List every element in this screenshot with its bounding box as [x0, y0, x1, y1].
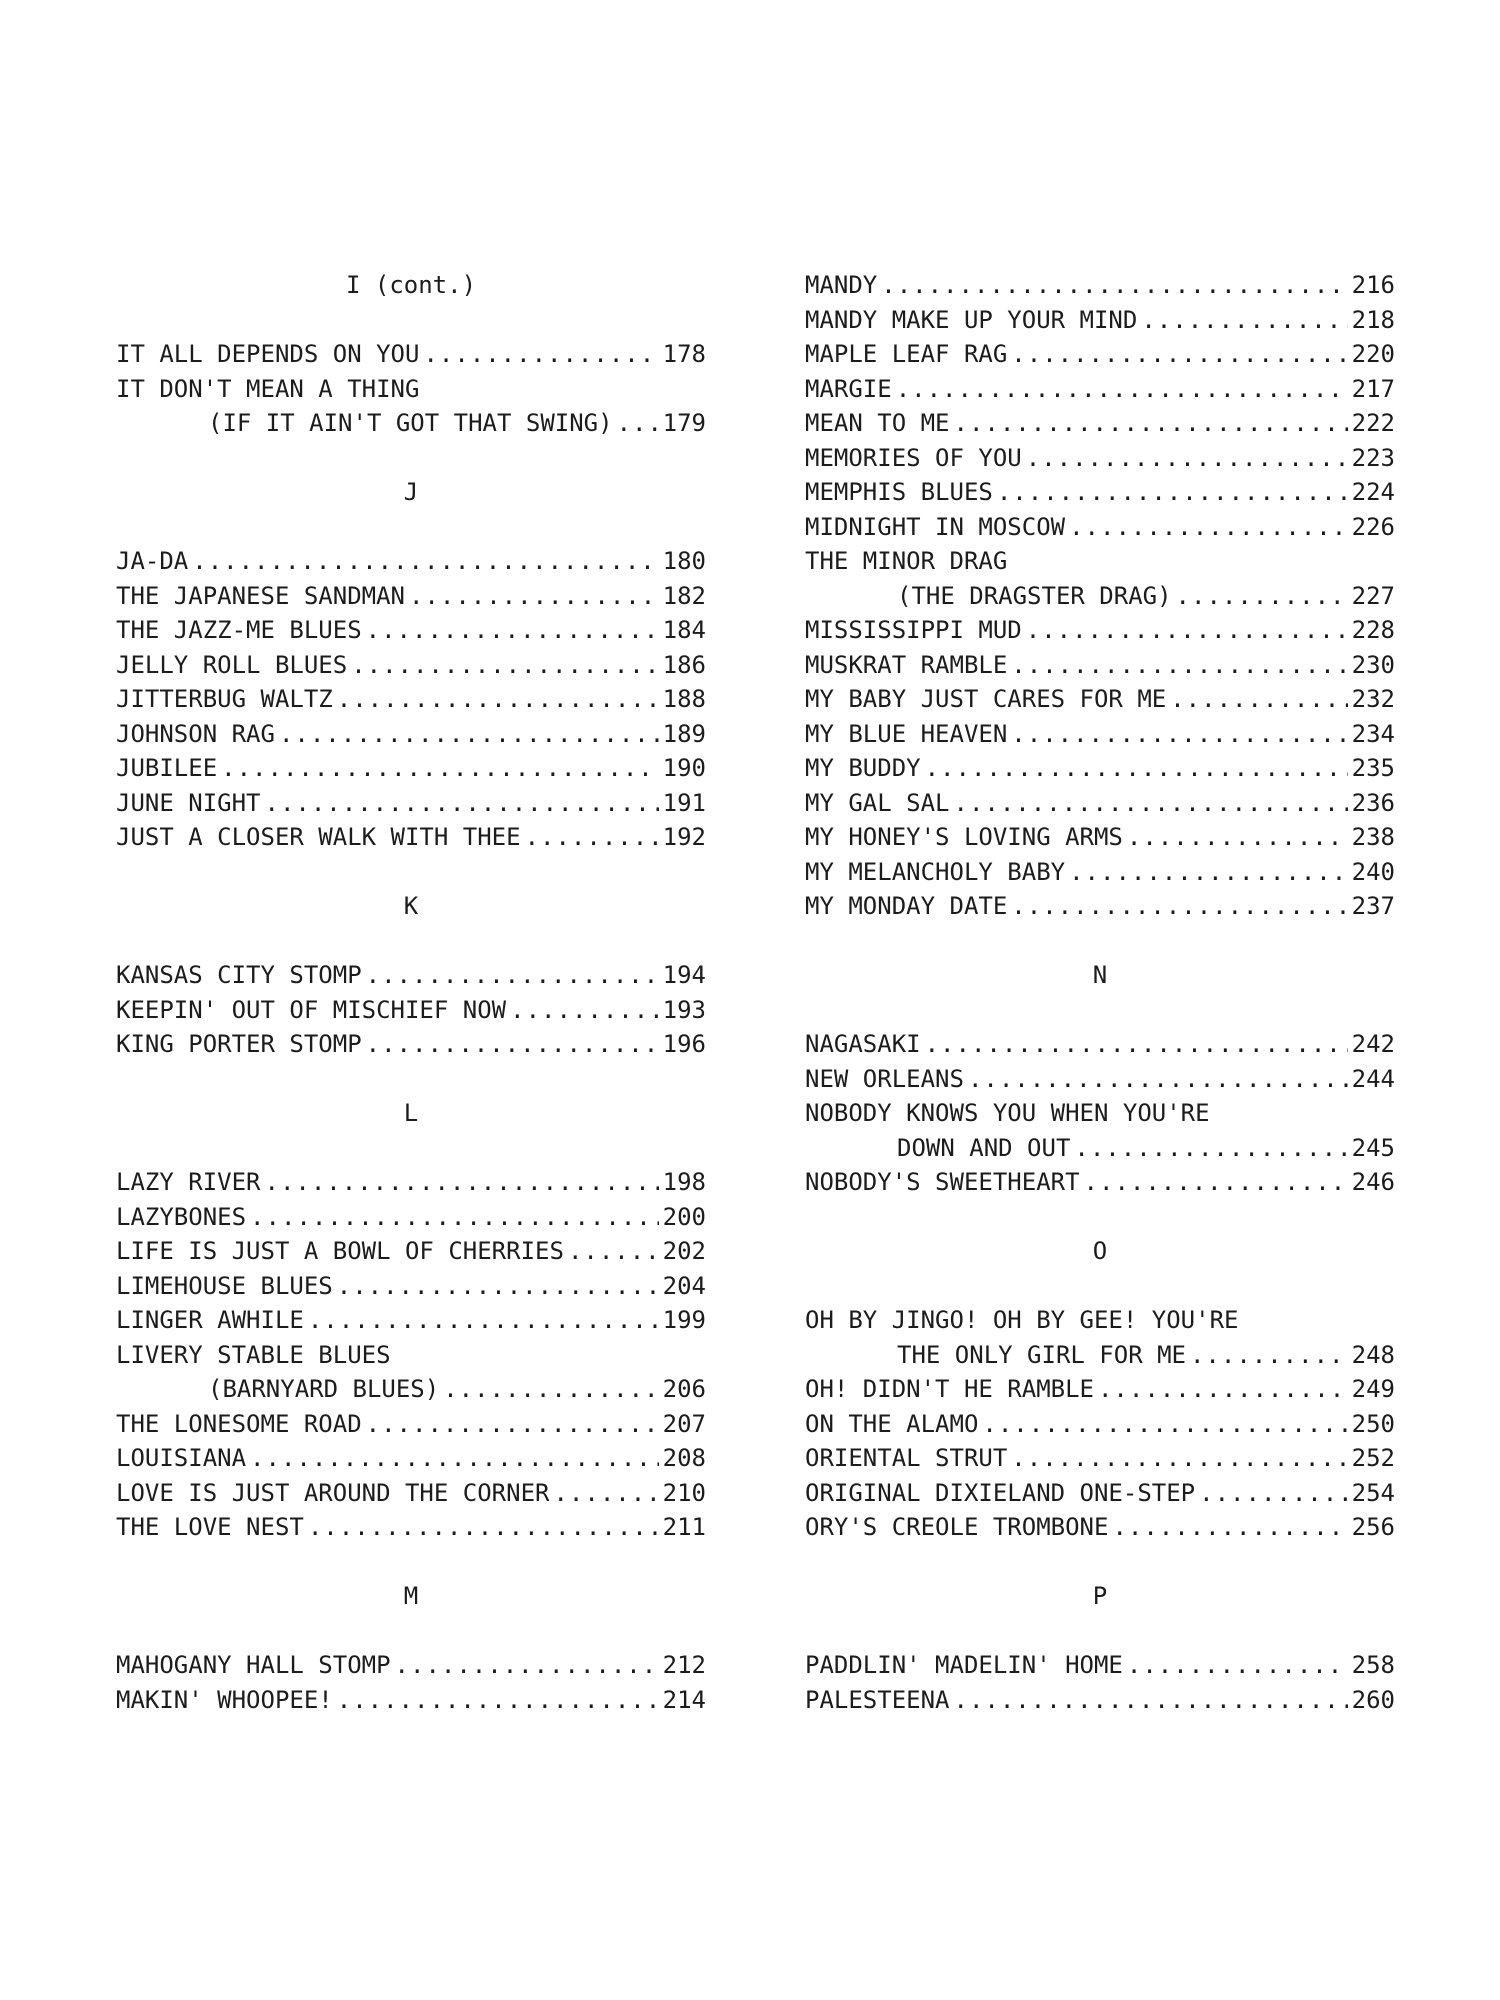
index-entry [116, 1407, 706, 1442]
entry-title: LOVE IS JUST AROUND THE CORNER [116, 1478, 550, 1507]
entry-title: LINGER AWHILE [116, 1306, 304, 1334]
page-number: 180 [662, 547, 706, 575]
spacer [116, 855, 706, 890]
page-number: 217 [1351, 374, 1395, 403]
entry-title: MANDY [805, 271, 878, 299]
dot-leader [366, 958, 659, 993]
index-entry [805, 510, 1395, 545]
page-number: 228 [1351, 616, 1395, 644]
page-number: 245 [1351, 1133, 1395, 1162]
index-entry [116, 1200, 706, 1235]
page-number: 242 [1351, 1030, 1395, 1058]
page-number: 249 [1351, 1375, 1395, 1403]
spacer [116, 1131, 706, 1166]
page-number: 223 [1351, 443, 1395, 472]
dot-leader [395, 1648, 659, 1683]
entry-title: MY GAL SAL [805, 788, 950, 817]
page-number: 210 [662, 1478, 706, 1507]
entry-title: JITTERBUG WALTZ [116, 685, 333, 713]
index-entry [805, 648, 1395, 683]
index-entry [805, 717, 1395, 752]
index-entry [116, 544, 706, 579]
entry-title: THE ONLY GIRL FOR ME [897, 1340, 1186, 1369]
dot-leader [925, 751, 1348, 786]
index-entry [805, 751, 1395, 786]
index-entry [805, 1441, 1395, 1476]
page-number: 236 [1351, 788, 1395, 817]
entry-title: ORY'S CREOLE TROMBONE [805, 1513, 1109, 1541]
page-number: 246 [1351, 1168, 1395, 1196]
entry-title: MAKIN' WHOOPEE! [116, 1685, 333, 1714]
spacer [116, 303, 706, 338]
index-entry [805, 441, 1395, 476]
page-number: 256 [1351, 1513, 1395, 1541]
page-number: 199 [662, 1306, 706, 1334]
entry-title: ON THE ALAMO [805, 1409, 979, 1438]
index-entry [805, 1407, 1395, 1442]
entry-title: MEMPHIS BLUES [805, 478, 993, 506]
entry-title: ORIENTAL STRUT [805, 1444, 1008, 1472]
dot-leader [1127, 820, 1348, 855]
index-entry [116, 337, 706, 372]
index-entry [805, 1683, 1395, 1718]
page-number: 218 [1351, 305, 1395, 334]
index-entry [805, 613, 1395, 648]
left-column [116, 268, 706, 1717]
letter-heading: M [403, 1582, 419, 1610]
index-entry [805, 1165, 1395, 1200]
index-entry [116, 1303, 706, 1338]
dot-leader [265, 786, 659, 821]
index-entry [805, 544, 1395, 579]
index-entry [116, 958, 706, 993]
page-number: 214 [662, 1685, 706, 1714]
index-entry [116, 1027, 706, 1062]
section-heading: I (cont.) [345, 271, 477, 299]
entry-title: DOWN AND OUT [897, 1133, 1071, 1162]
page-number: 240 [1351, 857, 1395, 886]
dot-leader [954, 1683, 1348, 1718]
page-number: 227 [1351, 581, 1395, 610]
spacer [805, 993, 1395, 1028]
index-entry [116, 1510, 706, 1545]
index-entry-continuation [116, 1372, 706, 1407]
dot-leader [1084, 1165, 1348, 1200]
index-entry [805, 1510, 1395, 1545]
index-entry [805, 1062, 1395, 1097]
page-number: 186 [662, 650, 706, 679]
entry-title: KEEPIN' OUT OF MISCHIEF NOW [116, 995, 507, 1024]
dot-leader [250, 1441, 659, 1476]
entry-title: THE LOVE NEST [116, 1513, 304, 1541]
spacer [116, 1545, 706, 1580]
index-entry [805, 889, 1395, 924]
spacer [116, 924, 706, 959]
entry-title: LAZY RIVER [116, 1168, 261, 1196]
letter-heading: N [1092, 961, 1108, 989]
dot-leader [250, 1200, 659, 1235]
dot-leader [1026, 441, 1348, 476]
index-entry [116, 717, 706, 752]
dot-leader [568, 1234, 659, 1269]
entry-title: NOBODY KNOWS YOU WHEN YOU'RE [805, 1099, 1210, 1127]
dot-leader [1098, 1372, 1348, 1407]
entry-title: JA-DA [116, 547, 189, 575]
entry-title: NEW ORLEANS [805, 1064, 964, 1093]
entry-title: PALESTEENA [805, 1685, 950, 1714]
index-entry [805, 303, 1395, 338]
dot-leader [337, 682, 659, 717]
entry-title: JOHNSON RAG [116, 719, 275, 748]
index-entry [805, 1372, 1395, 1407]
index-entry [116, 372, 706, 407]
dot-leader [351, 648, 658, 683]
index-entry [805, 406, 1395, 441]
index-entry [116, 648, 706, 683]
dot-leader [1170, 682, 1347, 717]
entry-title: KING PORTER STOMP [116, 1030, 362, 1058]
page-number: 237 [1351, 892, 1395, 920]
page-number: 193 [662, 995, 706, 1024]
index-entry [116, 579, 706, 614]
dot-leader [366, 613, 659, 648]
entry-title: MY MONDAY DATE [805, 892, 1008, 920]
dot-leader [1176, 579, 1348, 614]
dot-leader [423, 337, 658, 372]
dot-leader [1074, 1131, 1347, 1166]
page-number: 230 [1351, 650, 1395, 679]
spacer [116, 510, 706, 545]
dot-leader [1069, 510, 1348, 545]
entry-title: JELLY ROLL BLUES [116, 650, 348, 679]
entry-title: PADDLIN' MADELIN' HOME [805, 1651, 1123, 1679]
dot-leader [1026, 613, 1348, 648]
entry-title: MARGIE [805, 374, 892, 403]
index-entry [805, 1648, 1395, 1683]
page-number: 198 [662, 1168, 706, 1196]
page-number: 244 [1351, 1064, 1395, 1093]
index-entry-continuation [805, 1131, 1395, 1166]
spacer [805, 1200, 1395, 1235]
entry-title: NAGASAKI [805, 1030, 921, 1058]
index-entry [116, 1165, 706, 1200]
entry-title: MISSISSIPPI MUD [805, 616, 1022, 644]
dot-leader [925, 1027, 1348, 1062]
entry-title: MIDNIGHT IN MOSCOW [805, 512, 1066, 541]
spacer [805, 1269, 1395, 1304]
index-entry [116, 786, 706, 821]
index-entry [116, 751, 706, 786]
entry-title: MY HONEY'S LOVING ARMS [805, 823, 1123, 851]
letter-heading: P [1092, 1582, 1108, 1610]
entry-title: LIVERY STABLE BLUES [116, 1340, 391, 1369]
index-entry [116, 1441, 706, 1476]
dot-leader [443, 1372, 658, 1407]
index-entry [805, 820, 1395, 855]
entry-title: LIFE IS JUST A BOWL OF CHERRIES [116, 1237, 564, 1265]
page-number: 254 [1351, 1478, 1395, 1507]
entry-title: LOUISIANA [116, 1444, 247, 1472]
entry-title: JUNE NIGHT [116, 788, 261, 817]
spacer [116, 441, 706, 476]
entry-title: MAPLE LEAF RAG [805, 340, 1008, 368]
index-entry-continuation [116, 406, 706, 441]
entry-title: MANDY MAKE UP YOUR MIND [805, 305, 1138, 334]
entry-title: KANSAS CITY STOMP [116, 961, 362, 989]
page-number: 258 [1351, 1651, 1395, 1679]
entry-title: MUSKRAT RAMBLE [805, 650, 1008, 679]
page-number: 188 [662, 685, 706, 713]
spacer [116, 1614, 706, 1649]
index-entry [116, 613, 706, 648]
page-number: 196 [662, 1030, 706, 1058]
page-number: 248 [1351, 1340, 1395, 1369]
index-entry-continuation [805, 1338, 1395, 1373]
entry-title: MEMORIES OF YOU [805, 443, 1022, 472]
dot-leader [308, 1303, 659, 1338]
spacer [805, 924, 1395, 959]
page-number: 202 [662, 1237, 706, 1265]
dot-leader [279, 717, 659, 752]
dot-leader [1069, 855, 1348, 890]
page-number: 211 [662, 1513, 706, 1541]
dot-leader [997, 475, 1348, 510]
page-number: 260 [1351, 1685, 1395, 1714]
index-entry [805, 372, 1395, 407]
page-number: 194 [662, 961, 706, 989]
entry-title: MAHOGANY HALL STOMP [116, 1651, 391, 1679]
page-number: 182 [662, 581, 706, 610]
index-entry [116, 1683, 706, 1718]
right-column [805, 268, 1395, 1717]
dot-leader [337, 1269, 659, 1304]
dot-leader [221, 751, 658, 786]
page-number: 184 [662, 616, 706, 644]
entry-title: (THE DRAGSTER DRAG) [897, 581, 1172, 610]
dot-leader [265, 1165, 659, 1200]
entry-title: OH BY JINGO! OH BY GEE! YOU'RE [805, 1306, 1239, 1334]
entry-title: IT ALL DEPENDS ON YOU [116, 340, 420, 368]
entry-title: MY BLUE HEAVEN [805, 719, 1008, 748]
page-number: 208 [662, 1444, 706, 1472]
page-number: 191 [662, 788, 706, 817]
page-number: 238 [1351, 823, 1395, 851]
entry-title: MEAN TO ME [805, 409, 950, 437]
dot-leader [1199, 1476, 1348, 1511]
page-number: 232 [1351, 685, 1395, 713]
page-number: 189 [662, 719, 706, 748]
page-number: 204 [662, 1271, 706, 1300]
page-number: 190 [662, 754, 706, 782]
dot-leader [1011, 648, 1347, 683]
dot-leader [896, 372, 1348, 407]
spacer [805, 1614, 1395, 1649]
entry-title: LAZYBONES [116, 1202, 247, 1231]
index-entry [805, 786, 1395, 821]
page-number: 234 [1351, 719, 1395, 748]
page-number: 192 [662, 823, 706, 851]
dot-leader [1011, 337, 1347, 372]
dot-leader [366, 1027, 659, 1062]
index-entry [116, 820, 706, 855]
index-entry [116, 1476, 706, 1511]
dot-leader [954, 786, 1348, 821]
dot-leader [192, 544, 658, 579]
page-number: 179 [662, 409, 706, 437]
index-entry [805, 337, 1395, 372]
page-number: 226 [1351, 512, 1395, 541]
entry-title: THE LONESOME ROAD [116, 1409, 362, 1438]
entry-title: (IF IT AIN'T GOT THAT SWING) [208, 409, 613, 437]
page-number: 252 [1351, 1444, 1395, 1472]
index-entry [116, 993, 706, 1028]
dot-leader [968, 1062, 1348, 1097]
dot-leader [1011, 717, 1347, 752]
dot-leader [510, 993, 659, 1028]
index-entry [805, 855, 1395, 890]
entry-title: (BARNYARD BLUES) [208, 1375, 440, 1403]
entry-title: LIMEHOUSE BLUES [116, 1271, 333, 1300]
entry-title: MY BUDDY [805, 754, 921, 782]
entry-title: JUST A CLOSER WALK WITH THEE [116, 823, 521, 851]
dot-leader [1011, 889, 1347, 924]
page-number: 207 [662, 1409, 706, 1438]
letter-heading: J [403, 478, 419, 506]
spacer [805, 1545, 1395, 1580]
entry-title: MY BABY JUST CARES FOR ME [805, 685, 1167, 713]
dot-leader [1127, 1648, 1348, 1683]
dot-leader [366, 1407, 659, 1442]
letter-heading: K [403, 892, 419, 920]
page-number: 222 [1351, 409, 1395, 437]
dot-leader [1190, 1338, 1348, 1373]
dot-leader [617, 406, 659, 441]
entry-title: ORIGINAL DIXIELAND ONE-STEP [805, 1478, 1196, 1507]
entry-title: MY MELANCHOLY BABY [805, 857, 1066, 886]
index-entry [805, 682, 1395, 717]
index-entry [116, 1338, 706, 1373]
dot-leader [1141, 303, 1347, 338]
index-entry [116, 1269, 706, 1304]
spacer [116, 1062, 706, 1097]
index-entry [805, 1476, 1395, 1511]
index-entry [805, 268, 1395, 303]
index-entry-continuation [805, 579, 1395, 614]
entry-title: OH! DIDN'T HE RAMBLE [805, 1375, 1094, 1403]
index-entry [805, 1027, 1395, 1062]
entry-title: THE JAPANESE SANDMAN [116, 581, 405, 610]
index-entry [805, 475, 1395, 510]
dot-leader [881, 268, 1347, 303]
dot-leader [308, 1510, 659, 1545]
entry-title: NOBODY'S SWEETHEART [805, 1168, 1080, 1196]
dot-leader [525, 820, 659, 855]
entry-title: THE MINOR DRAG [805, 547, 1008, 575]
index-entry [116, 1234, 706, 1269]
dot-leader [1011, 1441, 1347, 1476]
page-number: 178 [662, 340, 706, 368]
index-entry [805, 1303, 1395, 1338]
dot-leader [553, 1476, 658, 1511]
page-number: 235 [1351, 754, 1395, 782]
entry-title: JUBILEE [116, 754, 218, 782]
letter-heading: O [1092, 1237, 1108, 1265]
page-number: 216 [1351, 271, 1395, 299]
page-number: 224 [1351, 478, 1395, 506]
index-entry [116, 682, 706, 717]
dot-leader [982, 1407, 1347, 1442]
entry-title: IT DON'T MEAN A THING [116, 374, 420, 403]
page-number: 200 [662, 1202, 706, 1231]
page-number: 220 [1351, 340, 1395, 368]
entry-title: THE JAZZ-ME BLUES [116, 616, 362, 644]
index-entry [805, 1096, 1395, 1131]
dot-leader [1112, 1510, 1347, 1545]
page-number: 206 [662, 1375, 706, 1403]
dot-leader [409, 579, 659, 614]
dot-leader [337, 1683, 659, 1718]
index-entry [116, 1648, 706, 1683]
page-number: 212 [662, 1651, 706, 1679]
letter-heading: L [403, 1099, 419, 1127]
page-number: 250 [1351, 1409, 1395, 1438]
dot-leader [954, 406, 1348, 441]
